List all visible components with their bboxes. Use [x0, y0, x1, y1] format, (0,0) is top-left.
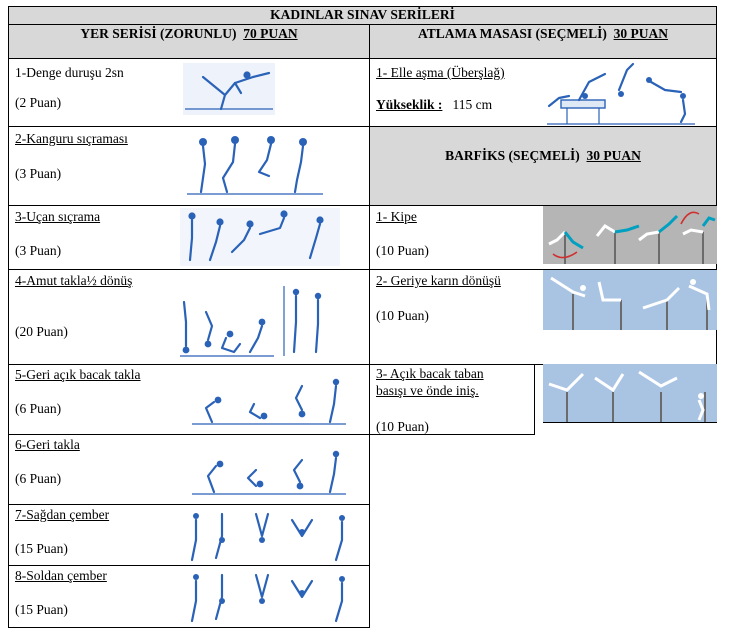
kangaroo-jump-figure: [183, 130, 328, 198]
floor-item-points: (3 Puan): [15, 243, 62, 258]
vault-height-label: Yükseklik :: [376, 97, 443, 112]
back-hip-circle-figure: [543, 270, 717, 330]
bars-item-name: 1- Kipe: [376, 209, 417, 224]
kip-figure: [543, 206, 717, 264]
vault-header-text: [369, 26, 717, 42]
bars-header-text: [369, 148, 717, 164]
bars-item-points: (10 Puan): [376, 419, 429, 434]
floor-item-name: 4-Amut takla½ dönüş: [15, 273, 133, 288]
flying-leap-figure: [180, 208, 340, 266]
back-roll-figure: [190, 446, 350, 500]
floor-item-name: 7-Sağdan çember: [15, 507, 110, 522]
straddle-sole-circle-figure: [543, 364, 717, 423]
floor-item-points: (15 Puan): [15, 541, 68, 556]
left-cartwheel-figure: [182, 571, 362, 623]
floor-header-points: 70 PUAN: [243, 26, 298, 41]
floor-item-name: 3-Uçan sıçrama: [15, 209, 101, 224]
floor-item-name: 6-Geri takla: [15, 437, 80, 452]
right-cartwheel-figure: [182, 510, 362, 562]
page-title: KADINLAR SINAV SERİLERİ: [270, 7, 455, 22]
vault-height-value: 115 cm: [452, 97, 493, 112]
bars-header-label: BARFİKS (SEÇMELİ): [445, 148, 580, 163]
bars-item-name: 2- Geriye karın dönüşü: [376, 273, 501, 288]
bars-header-points: 30 PUAN: [586, 148, 641, 163]
handspring-vault-figure: [545, 62, 697, 126]
bars-item-name-line1: 3- Açık bacak taban: [376, 366, 484, 381]
vault-height: [376, 97, 492, 113]
back-straddle-roll-figure: [190, 374, 350, 430]
floor-item-points: (6 Puan): [15, 471, 62, 486]
bars-item-points: (10 Puan): [376, 243, 429, 258]
floor-item-points: (20 Puan): [15, 324, 68, 339]
floor-item-name: 1-Denge duruşu 2sn: [15, 65, 124, 80]
bars-item-name-line2: basışı ve önde iniş.: [376, 383, 479, 398]
handstand-roll-figure: [178, 282, 338, 360]
bars-item-points: (10 Puan): [376, 308, 429, 323]
floor-item-name: 8-Soldan çember: [15, 568, 107, 583]
vault-item-name: 1- Elle aşma (Überşlağ): [376, 65, 505, 80]
bars-header: [369, 126, 717, 206]
floor-header-text: [8, 26, 370, 42]
vault-header-points: 30 PUAN: [613, 26, 668, 41]
balance-stance-figure: [183, 63, 275, 115]
floor-item-points: (3 Puan): [15, 166, 62, 181]
floor-item-name: 2-Kanguru sıçraması: [15, 131, 128, 146]
floor-item-points: (15 Puan): [15, 602, 68, 617]
floor-item-name: 5-Geri açık bacak takla: [15, 367, 141, 382]
floor-header-label: YER SERİSİ (ZORUNLU): [80, 26, 237, 41]
floor-item-points: (6 Puan): [15, 401, 62, 416]
floor-item-points: (2 Puan): [15, 95, 62, 110]
vault-header-label: ATLAMA MASASI (SEÇMELİ): [418, 26, 607, 41]
